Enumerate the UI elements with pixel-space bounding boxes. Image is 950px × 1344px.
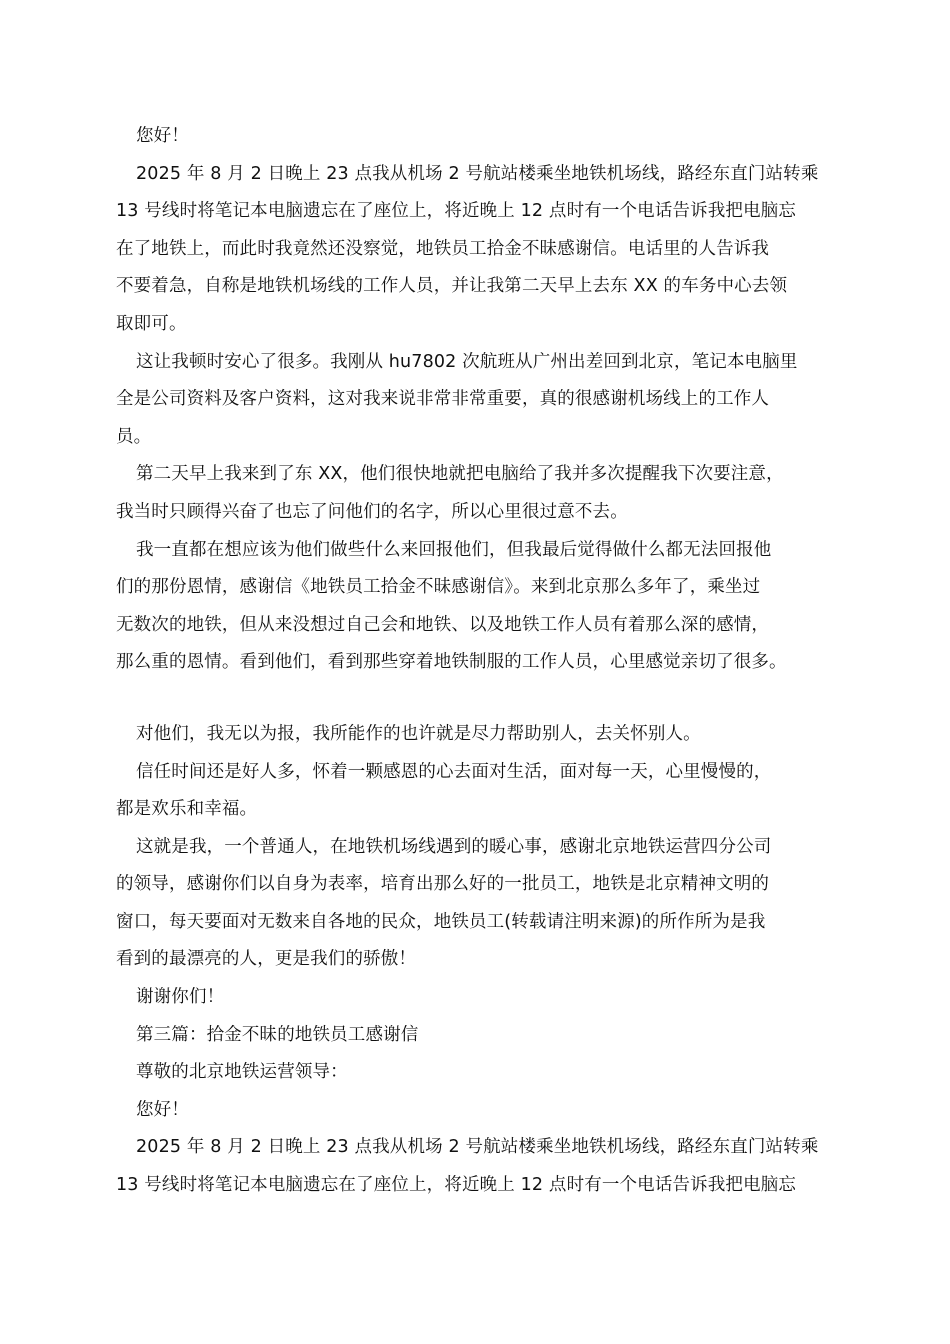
document-body	[116, 118, 836, 1205]
paragraph-gap	[116, 682, 836, 716]
greeting: 您好！	[136, 126, 189, 146]
paragraph-next-day: 第二天早上我来到了东 XX，他们很快地就把电脑给了我并多次提醒我下次要注意， 我当时只顾得兴奋了也忘了问他们的名字，所以心里很过意不去。	[116, 464, 784, 522]
paragraph-incident-repeat: 2025 年 8 月 2 日晚上 23 点我从机场 2 号航站楼乘坐地铁机场线，路经东直门站转乘 13 号线时将笔记本电脑遗忘在了座位上，将近晚上 12 点时有一个电话告诉我把电脑忘	[116, 1137, 819, 1196]
paragraph-relief: 这让我顿时安心了很多。我刚从 hu7802 次航班从广州出差回到北京，笔记本电脑里 全是公司资料及客户资料，这对我来说非常非常重要，真的很感谢机场线上的工作人 员。	[116, 351, 798, 447]
salutation: 尊敬的北京地铁运营领导：	[136, 1062, 348, 1083]
greeting-repeat: 您好！	[136, 1099, 189, 1120]
paragraph-trust: 信任时间还是好人多，怀着一颗感恩的心去面对生活，面对每一天，心里慢慢的， 都是欢乐和幸福。	[116, 761, 772, 820]
section-heading: 第三篇：拾金不昧的地铁员工感谢信	[136, 1024, 419, 1045]
paragraph-incident: 2025 年 8 月 2 日晚上 23 点我从机场 2 号航站楼乘坐地铁机场线，路经东直门站转乘 13 号线时将笔记本电脑遗忘在了座位上，将近晚上 12 点时有一个电话告诉我把电脑忘 在了地铁上，而此时我竟然还没察觉，地铁员工拾金不昧感谢信。电话里的人告诉我 不要着急，自称是地铁机场线的工作人员，并让我第二天早上去东 XX 的车务中心去领 取即可。	[116, 163, 819, 334]
paragraph-thanks-company: 这就是我，一个普通人，在地铁机场线遇到的暖心事，感谢北京地铁运营四分公司 的领导，感谢你们以自身为表率，培育出那么好的一批员工，地铁是北京精神文明的 窗口，每天要面对无数来自各地的民众，地铁员工(转载请注明来源)的所作所为是我 看到的最漂亮的人，更是我们的骄傲！	[116, 836, 772, 970]
paragraph-repay: 对他们，我无以为报，我所能作的也许就是尽力帮助别人，去关怀别人。	[136, 723, 701, 744]
paragraph-thank-you: 谢谢你们！	[136, 987, 225, 1008]
paragraph-gratitude: 我一直都在想应该为他们做些什么来回报他们，但我最后觉得做什么都无法回报他 们的那份恩情，感谢信《地铁员工拾金不昧感谢信》。来到北京那么多年了，乘坐过 无数次的地铁，但从来没想过自己会和地铁、以及地铁工作人员有着那么深的感情， 那么重的恩情。看到他们，看到那些穿着地铁制服的工作人员，心里感觉亲切了很多。	[116, 539, 787, 673]
